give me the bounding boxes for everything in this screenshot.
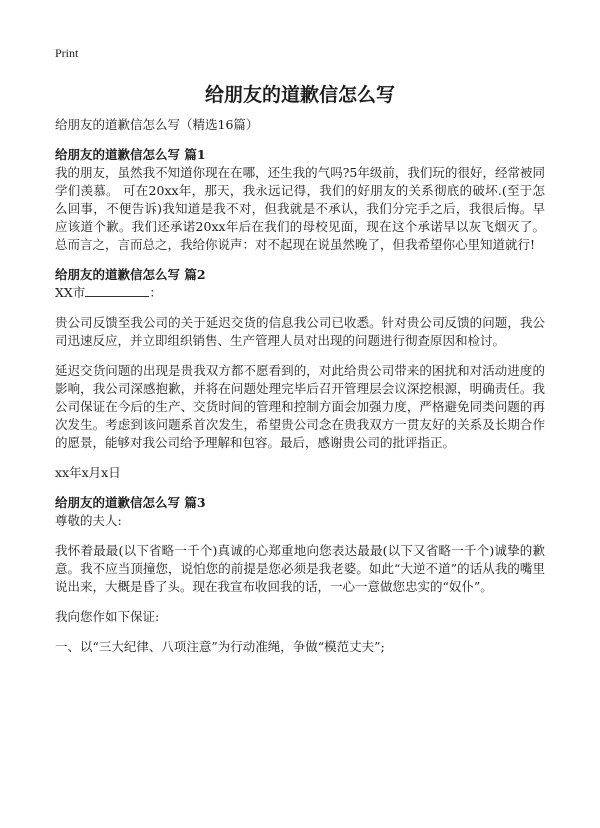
document-subtitle: 给朋友的道歉信怎么写（精选16篇） bbox=[55, 117, 259, 132]
paragraph: 延迟交货问题的出现是贵我双方都不愿看到的，对此给贵公司带来的困扰和对活动进度的影响，我公司深感抱歉，并将在问题处理完毕后召开管理层会议深挖根源，明确责任。我公司保证在今后的生产、交货时间的管理和控制方面会加强力度，严格避免同类问题的再次发生。考虑到该问题系首次发生，希望贵公司念在贵我双方一贯友好的关系及长期合作的愿景，能够对我公司给予理解和包容。最后，感谢贵公司的批评指正。 bbox=[55, 363, 545, 450]
letter-date: xx年x月x日 bbox=[55, 465, 121, 480]
paragraph: 我向您作如下保证: bbox=[55, 609, 160, 624]
paragraph: 贵公司反馈至我公司的关于延迟交货的信息我公司已收悉。针对贵公司反馈的问题，我公司迅速反应，并立即组织销售、生产管理人员对出现的问题进行彻查原因和检讨。 bbox=[55, 315, 545, 348]
section-heading-3: 给朋友的道歉信怎么写 篇3 bbox=[55, 495, 206, 510]
print-link[interactable]: Print bbox=[55, 46, 79, 60]
letter-greeting: 尊敬的夫人: bbox=[55, 513, 122, 528]
letter-salutation bbox=[55, 284, 545, 302]
paragraph: 我的朋友，虽然我不知道你现在在哪，还生我的气吗?5年级前，我们玩的很好，经常被同学们羡慕。 可在20xx年，那天，我永远记得，我们的好朋友的关系彻底的破坏.(至于怎么回事，不便告诉)我知道是我不对，但我就是不承认，我们分完手之后，我很后悔。早应该道个歉。我们还承诺20xx年后在我们的母校见面，现在这个承诺早以灰飞烟灭了。 总而言之，言而总之，我给你说声：对不起现在说虽然晚了，但我希望你心里知道就行! bbox=[55, 165, 545, 252]
section-heading-2: 给朋友的道歉信怎么写 篇2 bbox=[55, 267, 206, 282]
fill-in-blank bbox=[85, 284, 149, 297]
salutation-prefix: XX市 bbox=[55, 285, 86, 300]
document-title: 给朋友的道歉信怎么写 bbox=[204, 84, 395, 106]
paragraph: 一、以“三大纪律、八项注意”为行动准绳，争做“模范丈夫”; bbox=[55, 639, 385, 654]
salutation-suffix: ： bbox=[149, 285, 162, 300]
section-heading-1: 给朋友的道歉信怎么写 篇1 bbox=[55, 147, 206, 162]
document-body bbox=[55, 116, 545, 668]
paragraph: 我怀着最最(以下省略一千个)真诚的心郑重地向您表达最最(以下又省略一千个)诚挚的歉意。我不应当顶撞您，说怕您的前提是您必须是我老婆。如此“大逆不道”的话从我的嘴里说出来，大概是昏了头。现在我宣布收回我的话，一心一意做您忠实的“奴仆”。 bbox=[55, 543, 545, 594]
